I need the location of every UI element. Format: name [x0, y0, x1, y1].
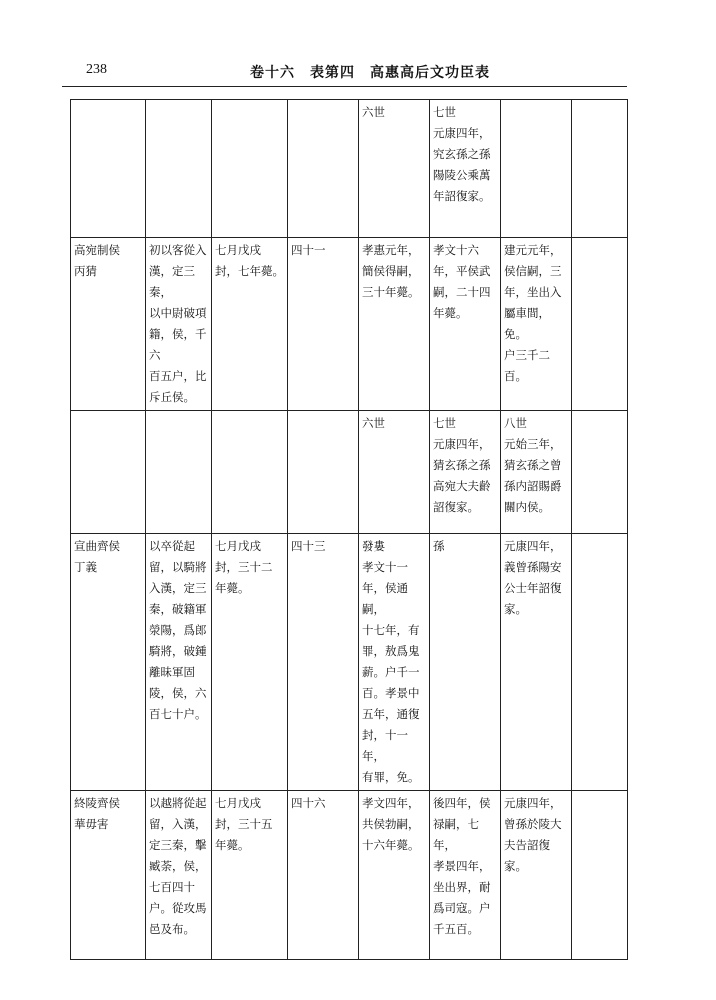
- cell-text: 四十六: [291, 796, 326, 810]
- table-cell: [146, 238, 212, 411]
- cell-text: 宣曲齊侯 丁義: [74, 539, 120, 574]
- table-cell: [359, 411, 430, 534]
- cell-text: 四十一: [291, 243, 326, 257]
- cell-text: 七世 元康四年， 猜玄孫之孫 高宛大夫齡 詔復家。: [433, 416, 491, 514]
- table-cell: [146, 411, 212, 534]
- table-cell: [430, 411, 501, 534]
- cell-text: 孝惠元年， 簡侯得嗣， 三十年薨。: [362, 243, 420, 299]
- cell-text: 以卒從起 留，以騎將 入漢，定三 秦，破籍軍 滎陽，爲郎 騎將，破鍾 離昧軍固 陵，侯，六 百七十户。: [149, 539, 207, 721]
- table-cell: [501, 411, 572, 534]
- table-cell: [501, 791, 572, 960]
- table-cell: [501, 534, 572, 791]
- table-cell: [430, 791, 501, 960]
- cell-text: 七月戊戌 封，七年薨。: [215, 243, 284, 278]
- table-cell: [146, 534, 212, 791]
- table-cell: [71, 791, 146, 960]
- cell-text: 四十三: [291, 539, 326, 553]
- table-cell: [572, 411, 628, 534]
- table-cell: [212, 791, 288, 960]
- cell-text: 孫: [433, 539, 445, 553]
- cell-text: 七月戊戌 封，三十五 年薨。: [215, 796, 273, 852]
- header-rule: [62, 86, 627, 87]
- records-table: [70, 99, 628, 960]
- table-cell: [359, 534, 430, 791]
- table-row: [71, 100, 628, 238]
- table-cell: [572, 238, 628, 411]
- cell-text: 以越將從起 留，入漢， 定三秦，擊 臧荼，侯， 七百四十 户。從攻馬 邑及布。: [149, 796, 207, 936]
- cell-text: 發婁 孝文十一 年，侯通嗣， 十七年，有 罪，敖爲鬼 薪。户千一 百。孝景中 五年，通復 封，十一年， 有罪，免。: [362, 539, 420, 784]
- table-cell: [288, 534, 359, 791]
- table-cell: [359, 238, 430, 411]
- cell-text: 孝文十六 年，平侯武 嗣，二十四 年薨。: [433, 243, 491, 320]
- table-cell: [288, 238, 359, 411]
- table-cell: [430, 238, 501, 411]
- cell-text: 終陵齊侯 華毋害: [74, 796, 120, 831]
- table-cell: [501, 100, 572, 238]
- table-cell: [212, 238, 288, 411]
- table-row: [71, 791, 628, 960]
- table-cell: [572, 100, 628, 238]
- table-cell: [71, 534, 146, 791]
- table-cell: [359, 100, 430, 238]
- table-cell: [71, 238, 146, 411]
- table-cell: [288, 100, 359, 238]
- cell-text: 六世: [362, 416, 385, 430]
- cell-text: 元康四年， 義曾孫陽安 公士年詔復 家。: [504, 539, 562, 616]
- table-cell: [146, 791, 212, 960]
- table-cell: [146, 100, 212, 238]
- cell-text: 八世 元始三年， 猜玄孫之曾 孫内詔賜爵 關内侯。: [504, 416, 562, 514]
- table-cell: [71, 100, 146, 238]
- cell-text: 孝文四年， 共侯勃嗣， 十六年薨。: [362, 796, 420, 852]
- running-head: 卷十六 表第四 高惠高后文功臣表: [250, 65, 490, 81]
- table-cell: [71, 411, 146, 534]
- cell-text: 建元元年， 侯信嗣，三 年，坐出入 屬車間，免。 户三千二 百。: [504, 243, 562, 383]
- cell-text: 七月戊戌 封，三十二 年薨。: [215, 539, 273, 595]
- table-cell: [212, 411, 288, 534]
- cell-text: 六世: [362, 105, 385, 119]
- table-cell: [430, 100, 501, 238]
- table-cell: [288, 791, 359, 960]
- table-row: [71, 534, 628, 791]
- cell-text: 後四年，侯 禄嗣，七年， 孝景四年， 坐出界，耐 爲司寇。户 千五百。: [433, 796, 491, 936]
- page-number: 238: [86, 62, 107, 77]
- table-cell: [359, 791, 430, 960]
- cell-text: 元康四年， 曾孫於陵大 夫告詔復 家。: [504, 796, 562, 873]
- table-cell: [572, 534, 628, 791]
- table-cell: [501, 238, 572, 411]
- table-cell: [430, 534, 501, 791]
- cell-text: 高宛制侯 丙猜: [74, 243, 120, 278]
- table-cell: [212, 534, 288, 791]
- table-cell: [212, 100, 288, 238]
- cell-text: 七世 元康四年， 究玄孫之孫 陽陵公乘萬 年詔復家。: [433, 105, 491, 203]
- table-cell: [572, 791, 628, 960]
- cell-text: 初以客從入 漢，定三秦， 以中尉破項 籍，侯，千六 百五户，比 斥丘侯。: [149, 243, 207, 404]
- table-cell: [288, 411, 359, 534]
- table-row: [71, 411, 628, 534]
- table-row: [71, 238, 628, 411]
